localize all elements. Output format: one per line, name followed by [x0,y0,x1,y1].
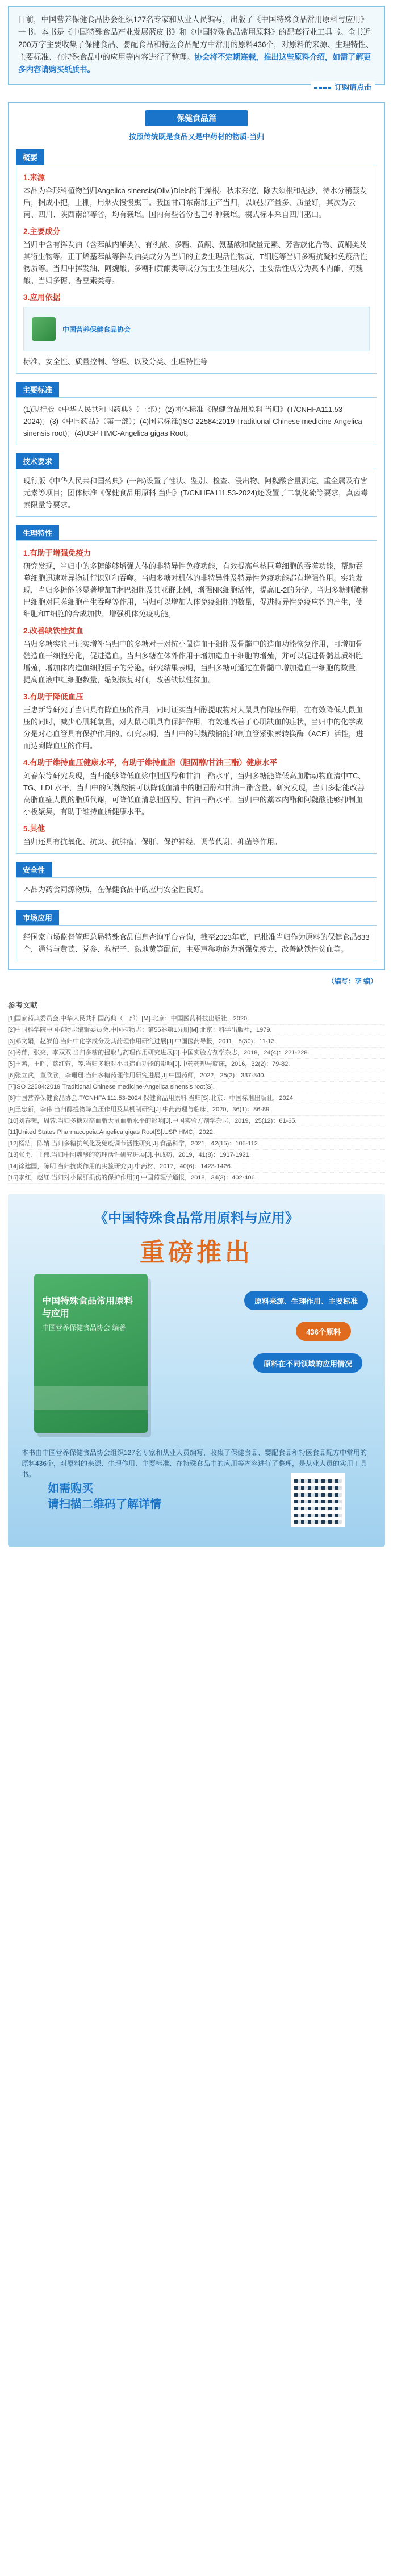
safety-text: 本品为药食同源物质，在保健食品中的应用安全性良好。 [23,885,208,894]
intro-text-main: 日前，中国营养保健食品协会组织127名专家和从业人员编写，出版了《中国特殊食品常用原料与应用》一书。本书是《中国特殊食品产业发展蓝皮书》和《中国特殊食品常用原料》的配套行业工具书。全书近200万字主要收集了保健食品、婴配食品和特医食品配方中常用的原料436个，对原料的来源、生理特性、主要标准、在特殊食品中的应用等内容进行了整理。 [18,15,374,61]
references-title: 参考文献 [8,1001,38,1010]
book-promo-poster[interactable] [8,1194,385,1547]
market-text: 经国家市场监督管理总局特殊食品信息查询平台查询，截至2023年底，已批准当归作为原料的保健食品633个，通常与黄芪、党参、枸杞子、熟地黄等配伍，主要声称功能为增强免疫力、改善缺铁性贫血等。 [23,933,370,953]
reference-item: [12]杨洁，陈婧.当归多糖抗氧化及免疫调节活性研究[J].食品科学，2021，42(15)：105-112. [8,1139,385,1150]
book-cover-band [34,1386,148,1410]
reference-item: [3]邓文娟，赵岁伯.当归中化学成分及其药理作用研究进展[J].中国医药导报，2011，8(30)：11-13. [8,1036,385,1048]
intro-text [18,14,375,76]
function-4-text: 刘春荣等研究发现，当归能够降低血浆中胆固醇和甘油三酯水平，当归多糖能降低高血脂动物血清中TC、TG、LDL水平，当归中的阿魏酸钠可以降低血清中的胆固醇和甘油三酯含量。研究发现，当归多糖能改善高脂血症大鼠的脂质代谢，可降低血清总胆固醇、甘油三酯水平。当归中的藁本内酯和阿魏酸能够抑制血小板聚集，有助于维持血脂健康水平。 [23,772,366,816]
poster-buy-text: 如需购买 请扫描二维码了解详情 [48,1482,161,1511]
function-1-text: 研究发现，当归中的多糖能够增强人体的非特异性免疫功能，有效提高单核巨噬细胞的吞噬功能，帮助吞噬细胞迅速对异物进行识别和吞噬。当归多糖对机体的非特异性及特异性免疫功能都有增强作用。实验发现，当归多糖能够显著增加T淋巴细胞及其亚群比例，增强NK细胞活性，提高IL-2的分泌。当归多糖刺激淋巴细胞对巨噬细胞产生吞噬等作用，当归可以增加人体免疫细胞的数量，促进特异性免疫应答的产生，使细胞和T细胞的合成加快，增强机体免疫功能。 [23,562,369,618]
section-standards [16,397,377,445]
order-link-label: 订购请点击 [334,83,371,91]
section-head-function: 生理特性 [16,525,59,540]
function-3-text: 王忠新等研究了当归具有降血压的作用，同时证实当归醇提取物对大鼠具有降压作用，在有效降低大鼠血压的同时，减少心肌耗氧量，对大鼠心肌具有保护作用，有效地改善了心肌缺血的症状，当归中的化学成分是对心血管具有保护作用的。研究表明，当归中的阿魏酸钠能抑制血管紧张素转换酶（ACE）活性，进而达到降血压的作用。 [23,706,363,750]
intro-highlight: 协会将不定期连载，推出这些原料介绍，如需了解更多内容请购买纸质书。 [18,53,371,74]
function-3-title: 3.有助于降低血压 [23,693,83,701]
section-tech [16,469,377,517]
reference-item: [4]杨萍，张亮，李双双.当归多糖的提取与药理作用研究进展[J].中国实验方剂学杂志，2018，24(4)：221-228. [8,1048,385,1059]
book-cover [34,1274,148,1433]
reference-item: [7]ISO 22584:2019 Traditional Chinese medicine-Angelica sinensis root[S]. [8,1082,385,1093]
reference-item: [9]王忠新，李伟.当归醇提物降血压作用及其机制研究[J].中药药理与临床，2020，36(1)：86-89. [8,1104,385,1116]
tech-text: 现行版《中华人民共和国药典》(一部)设置了性状、鉴别、检查、浸出物、阿魏酸含量测定、重金属及有害元素等项目；团体标准《保健食品用原料 当归》(T/CNHFA111.53-2024)还设置了二氧化硫等要求，真菌毒素限量等要求。 [23,477,368,509]
section-head-market: 市场应用 [16,910,59,925]
references [8,999,385,1184]
overview-basis-title: 3.应用依据 [23,293,61,302]
overview-basis-text: 标准、安全性、质量控制、管理、以及分类、生理特性等 [23,357,208,366]
function-4-title: 4.有助于维持血压健康水平，有助于维持血脂（胆固醇/甘油三酯）健康水平 [23,758,278,767]
book-cover-publisher: 中国营养保健食品协会 编著 [42,1324,126,1332]
section-head-standards: 主要标准 [16,382,59,397]
intro-box [8,6,385,91]
reference-item: [13]张勇，王伟.当归中阿魏酸的药理活性研究进展[J].中成药，2019，41(8)：1917-1921. [8,1150,385,1161]
reference-item: [8]中国营养保健食品协会.T/CNHFA 111.53-2024 保健食品用原料 当归[S].北京：中国标准出版社，2024. [8,1093,385,1104]
standards-text: (1)现行版《中华人民共和国药典》（一部）；(2)团体标准《保健食品用原料 当归》(T/CNHFA111.53-2024)；(3)《中国药品》（第一部）；(4)国际标准(ISO 22584:2019 Traditional Chinese medicine-Angelica sinensis root)；(4)USP HMC-Angelica gigas Root。 [23,405,362,437]
reference-item: [2]中国科学院中国植物志编辑委员会.中国植物志：第55卷第1分册[M].北京：科学出版社，1979. [8,1025,385,1036]
section-overview [16,165,377,374]
function-5-text: 当归还具有抗氧化、抗炎、抗肿瘤、保肝、保护神经、调节代谢、抑菌等作用。 [23,837,282,846]
reference-item: [11]United States Pharmacopeia.Angelica gigas Root[S].USP HMC，2022. [8,1127,385,1139]
function-2-text: 当归多糖实验已证实增补当归中的多糖对于对抗小鼠造血干细胞及骨髓中的造血功能恢复作用，可增加骨髓造血干细胞分化，促进造血。当归多糖在体外作用于增加造血干细胞的增殖，并可以促进骨髓基质细胞增殖，增加体内造血细胞因子的分泌。研究结果表明，当归多糖可通过在骨髓中增加造血干细胞的数量，提高血液中红细胞数量，缩短恢复时间，改善缺铁性贫血。 [23,640,363,684]
reference-item: [14]徐建国，陈明.当归抗炎作用的实验研究[J].中药材，2017，40(6)：1423-1426. [8,1161,385,1173]
overview-components-title: 2.主要成分 [23,227,61,236]
poster-title: 《中国特殊食品常用原料与应用》 [94,1211,299,1226]
order-link[interactable] [311,81,375,92]
references-list [8,1014,385,1184]
association-logo-icon [32,317,56,341]
reference-item: [6]张立武，董欣欣，李珊珊.当归多糖药理作用研究进展[J].中国药师，2022，25(2)：337-340. [8,1070,385,1082]
reference-item: [10]刘春荣，周蓉.当归多糖对高血脂大鼠血脂水平的影响[J].中国实验方剂学杂志，2019，25(12)：61-65. [8,1116,385,1127]
function-1-title: 1.有助于增强免疫力 [23,549,91,557]
poster-feature-1: 原料来源、生理作用、主要标准 [244,1291,368,1310]
overview-components-text: 当归中含有挥发油（含苯酞内酯类）、有机酸、多糖、黄酮、氨基酸和微量元素、芳香族化合物、黄酮类及其衍生物等。正丁烯基苯酞等挥发油类成分为当归的主要生理活性物质，T细胞等当归多糖抗凝和免疫活性物质等。当归中挥发油、阿魏酸、多糖和黄酮类等成分为主要生理成分，主要活性成分为藁本内酯、阿魏酸、当归多糖、香豆素类等。 [23,240,367,285]
article-subtitle: 按照传统既是食品又是中药材的物质-当归 [128,132,265,141]
poster-feature-3: 原料在不同领域的应用情况 [253,1353,362,1373]
overview-source-text: 本品为伞形科植物当归Angelica sinensis(Oliv.)Diels的干燥根。秋末采挖，除去须根和泥沙，待水分稍蒸发后，捆成小把，上棚，用烟火慢慢熏干。我国甘肃东南部主产当归，以岷县产量多、质量好，其次为云南、四川、陕西南部等省，均有栽培。国内有些省份也已引种栽培。模式标本采自四川巫山。 [23,186,367,219]
poster-feature-2: 436个原料 [296,1322,351,1341]
poster-description: 本书由中国营养保健食品协会组织127名专家和从业人员编写，收集了保健食品、婴配食品和特医食品配方中常用的原料436个，对原料的来源、生理作用、主要标准、在特殊食品中的应用等内容进行了整理，是从业人员的实用工具书。 [22,1449,367,1478]
category-tag: 保健食品篇 [145,110,248,126]
section-market [16,925,377,961]
reference-item: [1]国家药典委员会.中华人民共和国药典（一部）[M].北京：中国医药科技出版社，2020. [8,1014,385,1025]
main-frame [8,102,385,970]
dash-decoration [314,87,331,89]
reference-item: [5]王茜，王晖，蔡红蓉，等.当归多糖对小鼠造血功能的影响[J].中药药理与临床，2016，32(2)：79-82. [8,1059,385,1070]
embedded-image-card[interactable] [23,307,370,351]
poster-headline: 重磅推出 [140,1239,253,1266]
author-credit: （编写：李 编） [327,977,377,985]
qr-code-icon[interactable] [291,1473,345,1527]
image-caption: 中国营养保健食品协会 [62,325,131,334]
bottom-spacer [0,1547,393,1558]
section-head-overview: 概要 [16,149,44,165]
function-2-title: 2.改善缺铁性贫血 [23,627,83,635]
section-head-tech: 技术要求 [16,453,59,469]
section-head-safety: 安全性 [16,862,52,877]
section-function [16,540,377,854]
function-5-title: 5.其他 [23,824,45,833]
reference-item: [15]李红，赵红.当归对小鼠肝损伤的保护作用[J].中国药理学通报，2018，34(3)：402-406. [8,1173,385,1184]
section-safety [16,877,377,902]
article-page [0,6,393,1558]
book-cover-title: 中国特殊食品常用原料与应用 [42,1297,133,1319]
overview-source-title: 1.来源 [23,173,45,182]
